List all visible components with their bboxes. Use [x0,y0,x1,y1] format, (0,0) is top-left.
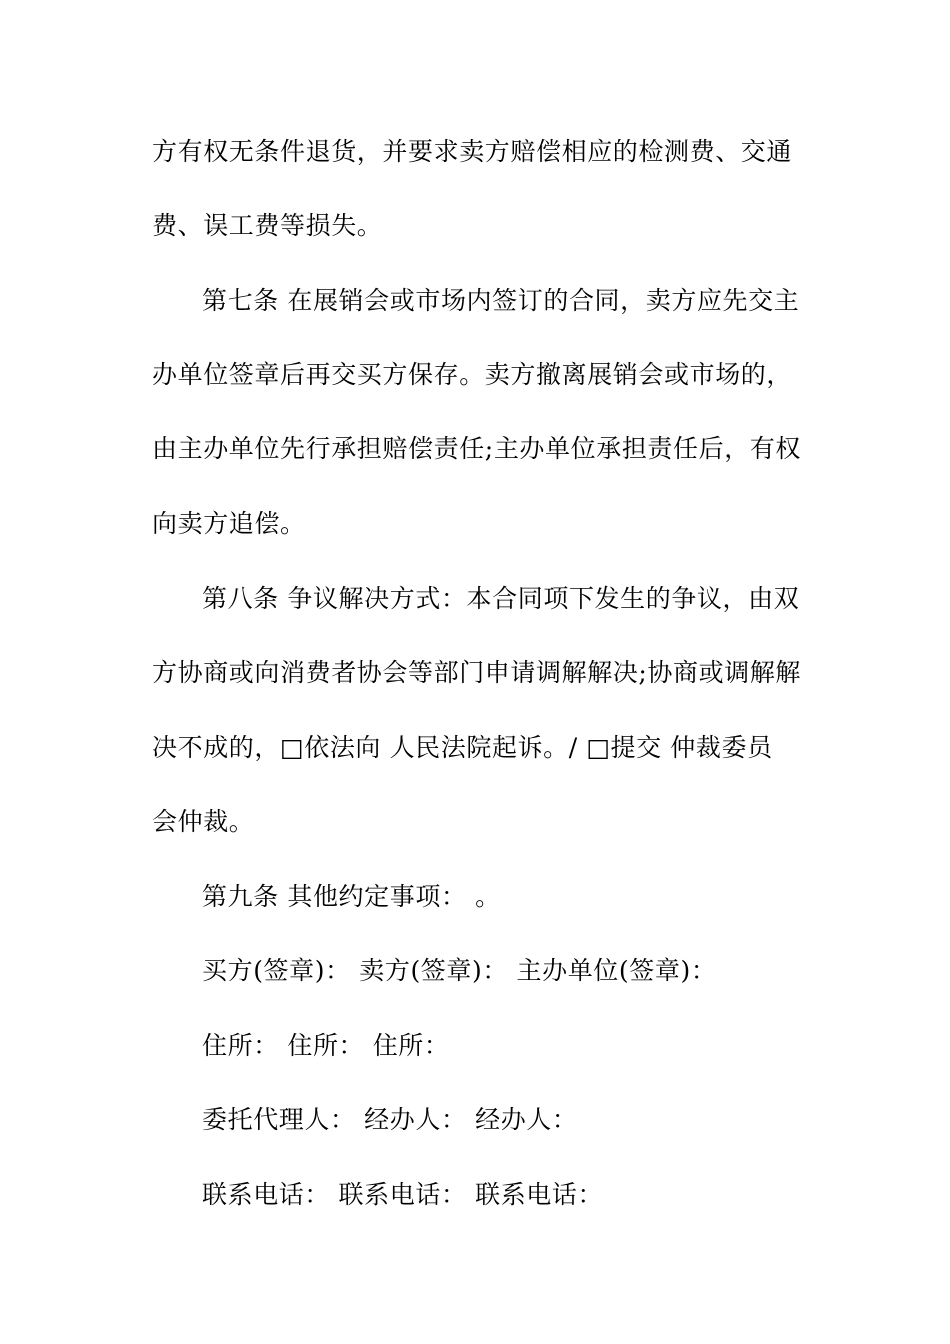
paragraph-line: 向卖方追偿。 [152,509,306,538]
phone-line: 联系电话： 联系电话： 联系电话： [202,1180,604,1209]
paragraph-line: 费、误工费等损失。 [152,211,383,240]
paragraph-line: 由主办单位先行承担赔偿责任;主办单位承担责任后，有权 [152,434,802,463]
signature-parties-line: 买方(签章)： 卖方(签章)： 主办单位(签章)： [202,956,717,985]
paragraph-line: 会仲裁。 [152,807,255,836]
paragraph-line: 办单位签章后再交买方保存。卖方撤离展销会或市场的， [152,360,793,389]
article-9-heading-line: 第九条 其他约定事项： 。 [202,882,501,911]
paragraph-line: 方协商或向消费者协会等部门申请调解解决;协商或调解解 [152,658,802,687]
agent-line: 委托代理人： 经办人： 经办人： [202,1105,578,1134]
paragraph-line: 决不成的，□依法向 人民法院起诉。/ □提交 仲裁委员 [152,733,773,762]
article-7-heading-line: 第七条 在展销会或市场内签订的合同，卖方应先交主 [202,286,800,315]
article-8-heading-line: 第八条 争议解决方式：本合同项下发生的争议，由双 [202,584,800,613]
paragraph-line: 方有权无条件退货，并要求卖方赔偿相应的检测费、交通 [152,137,793,166]
address-line: 住所： 住所： 住所： [202,1031,450,1060]
